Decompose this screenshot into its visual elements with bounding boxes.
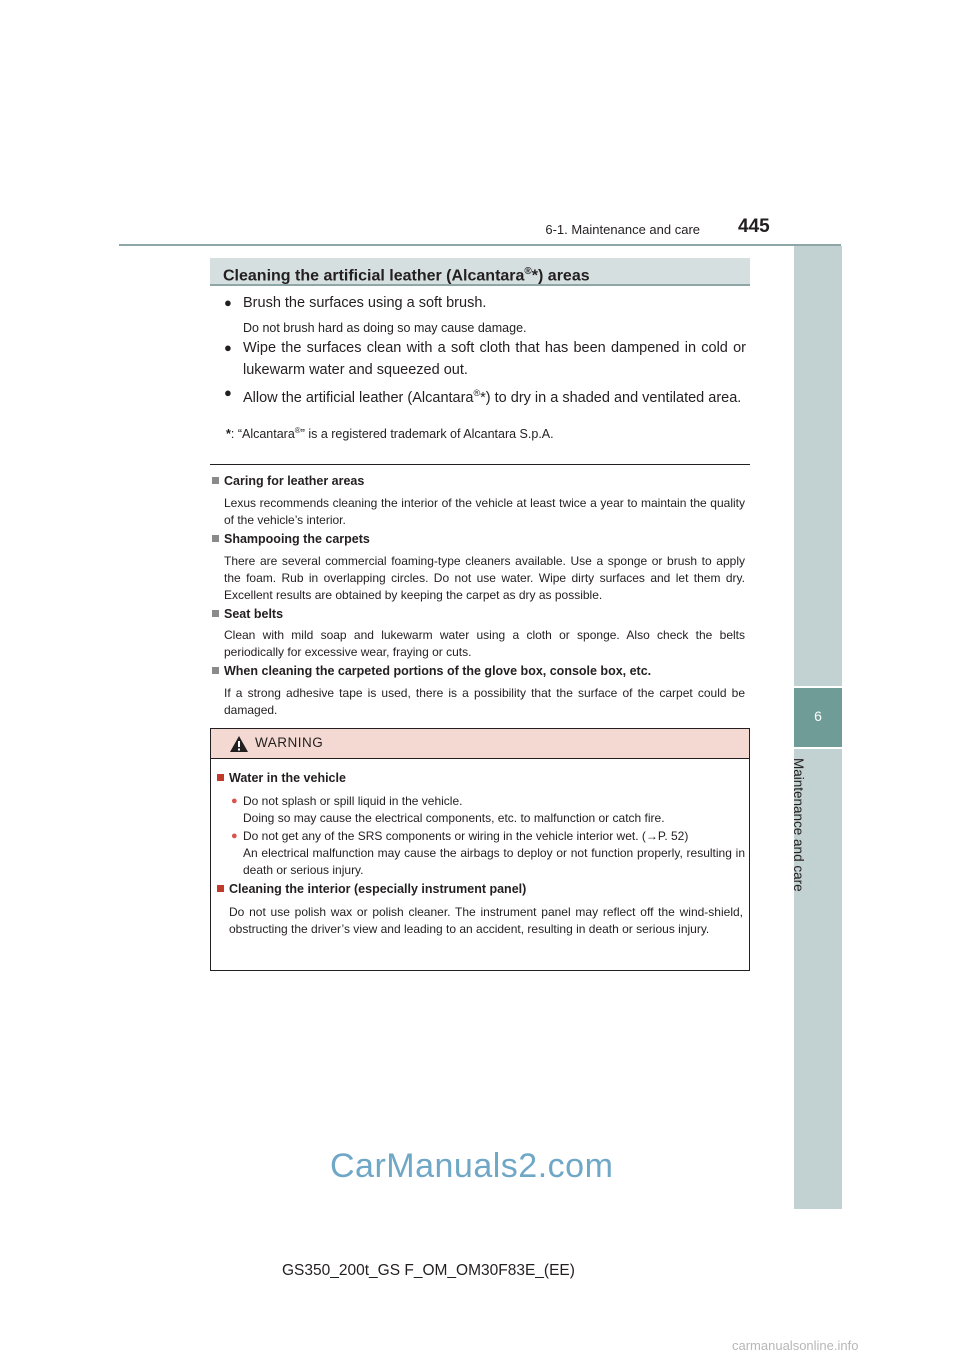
header-rule [119,244,841,246]
warning-bullet-line: Do not splash or spill liquid in the vehicle. [243,794,463,808]
bullet-dot-icon: ● [224,340,232,355]
warning-heading [217,882,526,896]
registered-mark: ® [294,426,301,435]
footnote-mark: * [226,427,231,442]
bullet-item [224,337,746,381]
warning-bullet [231,828,745,879]
square-bullet-icon [212,477,219,484]
section-title-text: Cleaning the artificial leather (Alcantara [223,267,525,285]
bullet-note: Do not brush hard as doing so may cause damage. [243,321,527,335]
warning-heading-text: Cleaning the interior (especially instrument panel) [229,882,527,896]
info-heading-text: Caring for leather areas [224,474,365,488]
info-heading-text: Shampooing the carpets [224,532,370,546]
page-number: 445 [738,216,770,237]
footnote-text-suffix: ” is a registered trademark of Alcantara S.p.A. [300,427,554,442]
bullet-dot-icon: ● [224,295,232,310]
bullet-dot-icon: ● [224,385,232,400]
info-body: There are several commercial foaming-type cleaners available. Use a sponge or brush to apply the foam. Rub in overlapping circles. Do not use water. Wipe dirty surfaces and let them dry. Excellent results are obtained by keeping the carpet as dry as possible. [224,554,745,602]
section-title [210,258,750,286]
site-watermark: carmanualsonline.info [732,1338,859,1353]
warning-heading [217,771,346,785]
info-body: Clean with mild soap and lukewarm water using a cloth or sponge. Also check the belts periodically for excessive wear, fraying or cuts. [224,628,745,659]
bullet-text: Wipe the surfaces clean with a soft cloth that has been dampened in cold or lukewarm water and squeezed out. [243,340,746,378]
header-section-title: 6-1. Maintenance and care [545,222,700,237]
warning-triangle-icon [229,735,249,753]
info-heading [212,474,364,488]
warning-heading-text: Water in the vehicle [229,771,346,785]
square-bullet-icon [212,667,219,674]
footnote [226,426,554,441]
info-heading-text: When cleaning the carpeted portions of the glove box, console box, etc. [224,664,652,678]
info-heading-text: Seat belts [224,607,284,621]
warning-label: WARNING [255,735,324,750]
bullet-text [243,382,746,409]
chapter-tab: 6 [794,688,842,747]
warning-bullet-line: Do not get any of the SRS components or wiring in the vehicle interior wet. (→P. 52) [243,829,689,843]
watermark-logo: CarManuals2.com [330,1147,614,1185]
chapter-label: Maintenance and care [791,758,806,892]
footnote-text: : “Alcantara [230,427,295,442]
info-heading [212,607,283,621]
warning-body: Do not use polish wax or polish cleaner. The instrument panel may reflect off the wind-shield, obstructing the driver’s view and leading to an accident, resulting in death or serious injury. [229,905,743,936]
bullet-dot-icon: ● [231,795,238,807]
bullet-item [224,382,746,409]
square-bullet-icon [212,610,219,617]
info-body: If a strong adhesive tape is used, there is a possibility that the surface of the carpet could be damaged. [224,686,745,717]
info-heading [212,664,651,678]
registered-mark: ® [524,266,532,277]
square-bullet-icon [217,774,224,781]
warning-box [210,728,750,971]
warning-bullet-line: An electrical malfunction may cause the airbags to deploy or not function properly, resulting in death or serious injury. [243,846,745,877]
warning-bullet-text [243,828,745,879]
section-divider [210,464,750,465]
warning-bullet [231,793,745,827]
bullet-dot-icon: ● [231,830,238,842]
side-tab-upper-band [794,246,842,686]
bullet-text-part: Allow the artificial leather (Alcantara [243,389,474,406]
footer-doc-code: GS350_200t_GS F_OM_OM30F83E_(EE) [282,1262,575,1279]
bullet-text-part: *) to dry in a shaded and ventilated area. [480,389,742,406]
section-title-suffix: *) areas [531,267,590,285]
square-bullet-icon [212,535,219,542]
warning-header [211,729,749,759]
registered-mark: ® [473,388,481,398]
info-body: Lexus recommends cleaning the interior of the vehicle at least twice a year to maintain the quality of the vehicle’s interior. [224,496,745,527]
warning-bullet-text [243,793,745,827]
warning-bullet-line: Doing so may cause the electrical components, etc. to malfunction or catch fire. [243,811,665,825]
info-heading [212,532,370,546]
square-bullet-icon [217,885,224,892]
bullet-text: Brush the surfaces using a soft brush. [243,295,487,311]
bullet-item [224,292,746,314]
